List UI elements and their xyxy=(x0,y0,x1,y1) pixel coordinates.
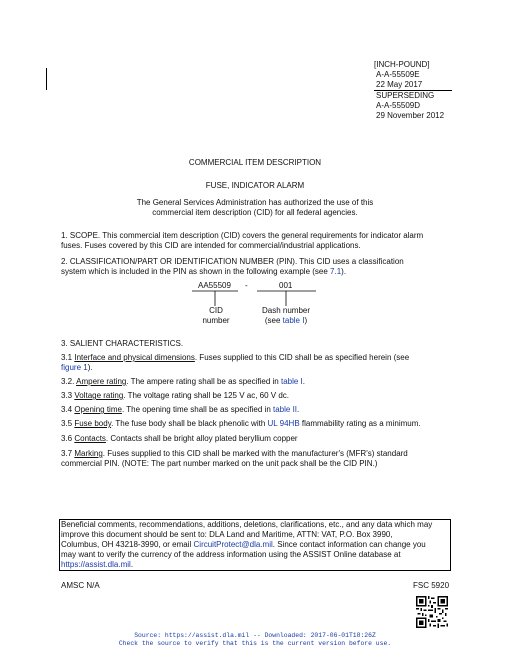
comments-line5: https://assist.dla.mil. xyxy=(61,560,134,569)
assist-link[interactable]: https://assist.dla.mil xyxy=(61,560,131,569)
table-ii-link[interactable]: table II xyxy=(273,405,298,414)
paragraph-3-3: 3.3 Voltage rating. The voltage rating shall be 125 V ac, 60 V dc. xyxy=(61,391,290,400)
inch-pound-label: [INCH-POUND] xyxy=(374,60,430,69)
footer-verify-line: Check the source to verify that this is the current version before use. xyxy=(118,640,392,647)
document-date: 22 May 2017 xyxy=(376,80,423,89)
pin-dash-label-ref: (see table I) xyxy=(264,316,308,325)
comments-line1: Beneficial comments, recommendations, additions, deletions, clarifications, etc., and any data which may xyxy=(61,520,433,529)
superseded-id: A-A-55509D xyxy=(376,101,421,110)
footer-source-line: Source: https://assist.dla.mil -- Downloaded: 2017-06-01T18:26Z xyxy=(134,632,376,639)
document-id: A-A-55509E xyxy=(376,70,420,79)
paragraph-3-5: 3.5 Fuse body. The fuse body shall be black phenolic with UL 94HB flammability rating as a minimum. xyxy=(61,419,421,428)
qr-code-icon xyxy=(416,596,448,628)
salient-characteristics-heading: 3. SALIENT CHARACTERISTICS. xyxy=(61,339,184,348)
classification-paragraph-line1: 2. CLASSIFICATION/PART OR IDENTIFICATION NUMBER (PIN). This CID uses a classification xyxy=(61,257,404,266)
gsa-statement-line2: commercial item description (CID) for all federal agencies. xyxy=(152,208,358,217)
section-7-1-link[interactable]: 7.1 xyxy=(330,267,342,276)
pin-dash: - xyxy=(245,281,248,290)
change-bar xyxy=(46,68,47,90)
item-title: FUSE, INDICATOR ALARM xyxy=(205,181,305,190)
gsa-statement-line1: The General Services Administration has authorized the use of this xyxy=(136,198,374,207)
superseded-date: 29 November 2012 xyxy=(376,111,445,120)
table-i-link[interactable]: table I xyxy=(282,316,305,325)
email-link[interactable]: CircuitProtect@dla.mil xyxy=(193,540,273,549)
comments-line4: may want to verify the currency of the address information using the ASSIST Online database at xyxy=(61,550,401,559)
paragraph-3-2: 3.2. Ampere rating. The ampere rating shall be as specified in table I. xyxy=(61,377,306,386)
scope-paragraph-line2: fuses. Fuses covered by this CID are intended for commercial/industrial applications. xyxy=(61,241,361,250)
paragraph-3-6: 3.6 Contacts. Contacts shall be bright alloy plated beryllium copper xyxy=(61,434,298,443)
pin-dash-code: 001 xyxy=(279,281,293,290)
paragraph-3-1-line1: 3.1 Interface and physical dimensions. Fuses supplied to this CID shall be as specified herein (see xyxy=(61,353,410,362)
pin-cid-label: CID xyxy=(209,306,223,315)
scope-paragraph-line1: 1. SCOPE. This commercial item description (CID) covers the general requirements for indicator alarm xyxy=(61,231,424,240)
table-i-link-2[interactable]: table I xyxy=(280,377,303,386)
classification-paragraph-line2: system which is included in the PIN as shown in the following example (see 7.1). xyxy=(61,267,347,276)
paragraph-3-7-line1: 3.7 Marking. Fuses supplied to this CID shall be marked with the manufacturer's (MFR's) standard xyxy=(61,449,408,458)
comments-line2: improve this document should be sent to: DLA Land and Maritime, ATTN: VAT, P.O. Box 3990, xyxy=(61,530,393,539)
cid-title: COMMERCIAL ITEM DESCRIPTION xyxy=(188,158,322,167)
pin-cid-code: AA55509 xyxy=(198,281,231,290)
superseding-label: SUPERSEDING xyxy=(376,91,435,100)
amsc-label: AMSC N/A xyxy=(61,581,100,590)
ul-94hb-link[interactable]: UL 94HB xyxy=(267,419,300,428)
figure-1-link[interactable]: figure 1 xyxy=(61,363,88,372)
comments-line3: Columbus, OH 43218-3990, or email CircuitProtect@dla.mil. Since contact information can change you xyxy=(61,540,426,549)
pin-cid-label-number: number xyxy=(202,316,230,325)
paragraph-3-7-line2: commercial PIN. (NOTE: The part number marked on the unit pack shall be the CID PIN.) xyxy=(61,459,378,468)
paragraph-3-4: 3.4 Opening time. The opening time shall be as specified in table II. xyxy=(61,405,300,414)
fsc-label: FSC 5920 xyxy=(413,581,450,590)
paragraph-3-1-line2: figure 1). xyxy=(61,363,93,372)
pin-dash-label: Dash number xyxy=(261,306,311,315)
